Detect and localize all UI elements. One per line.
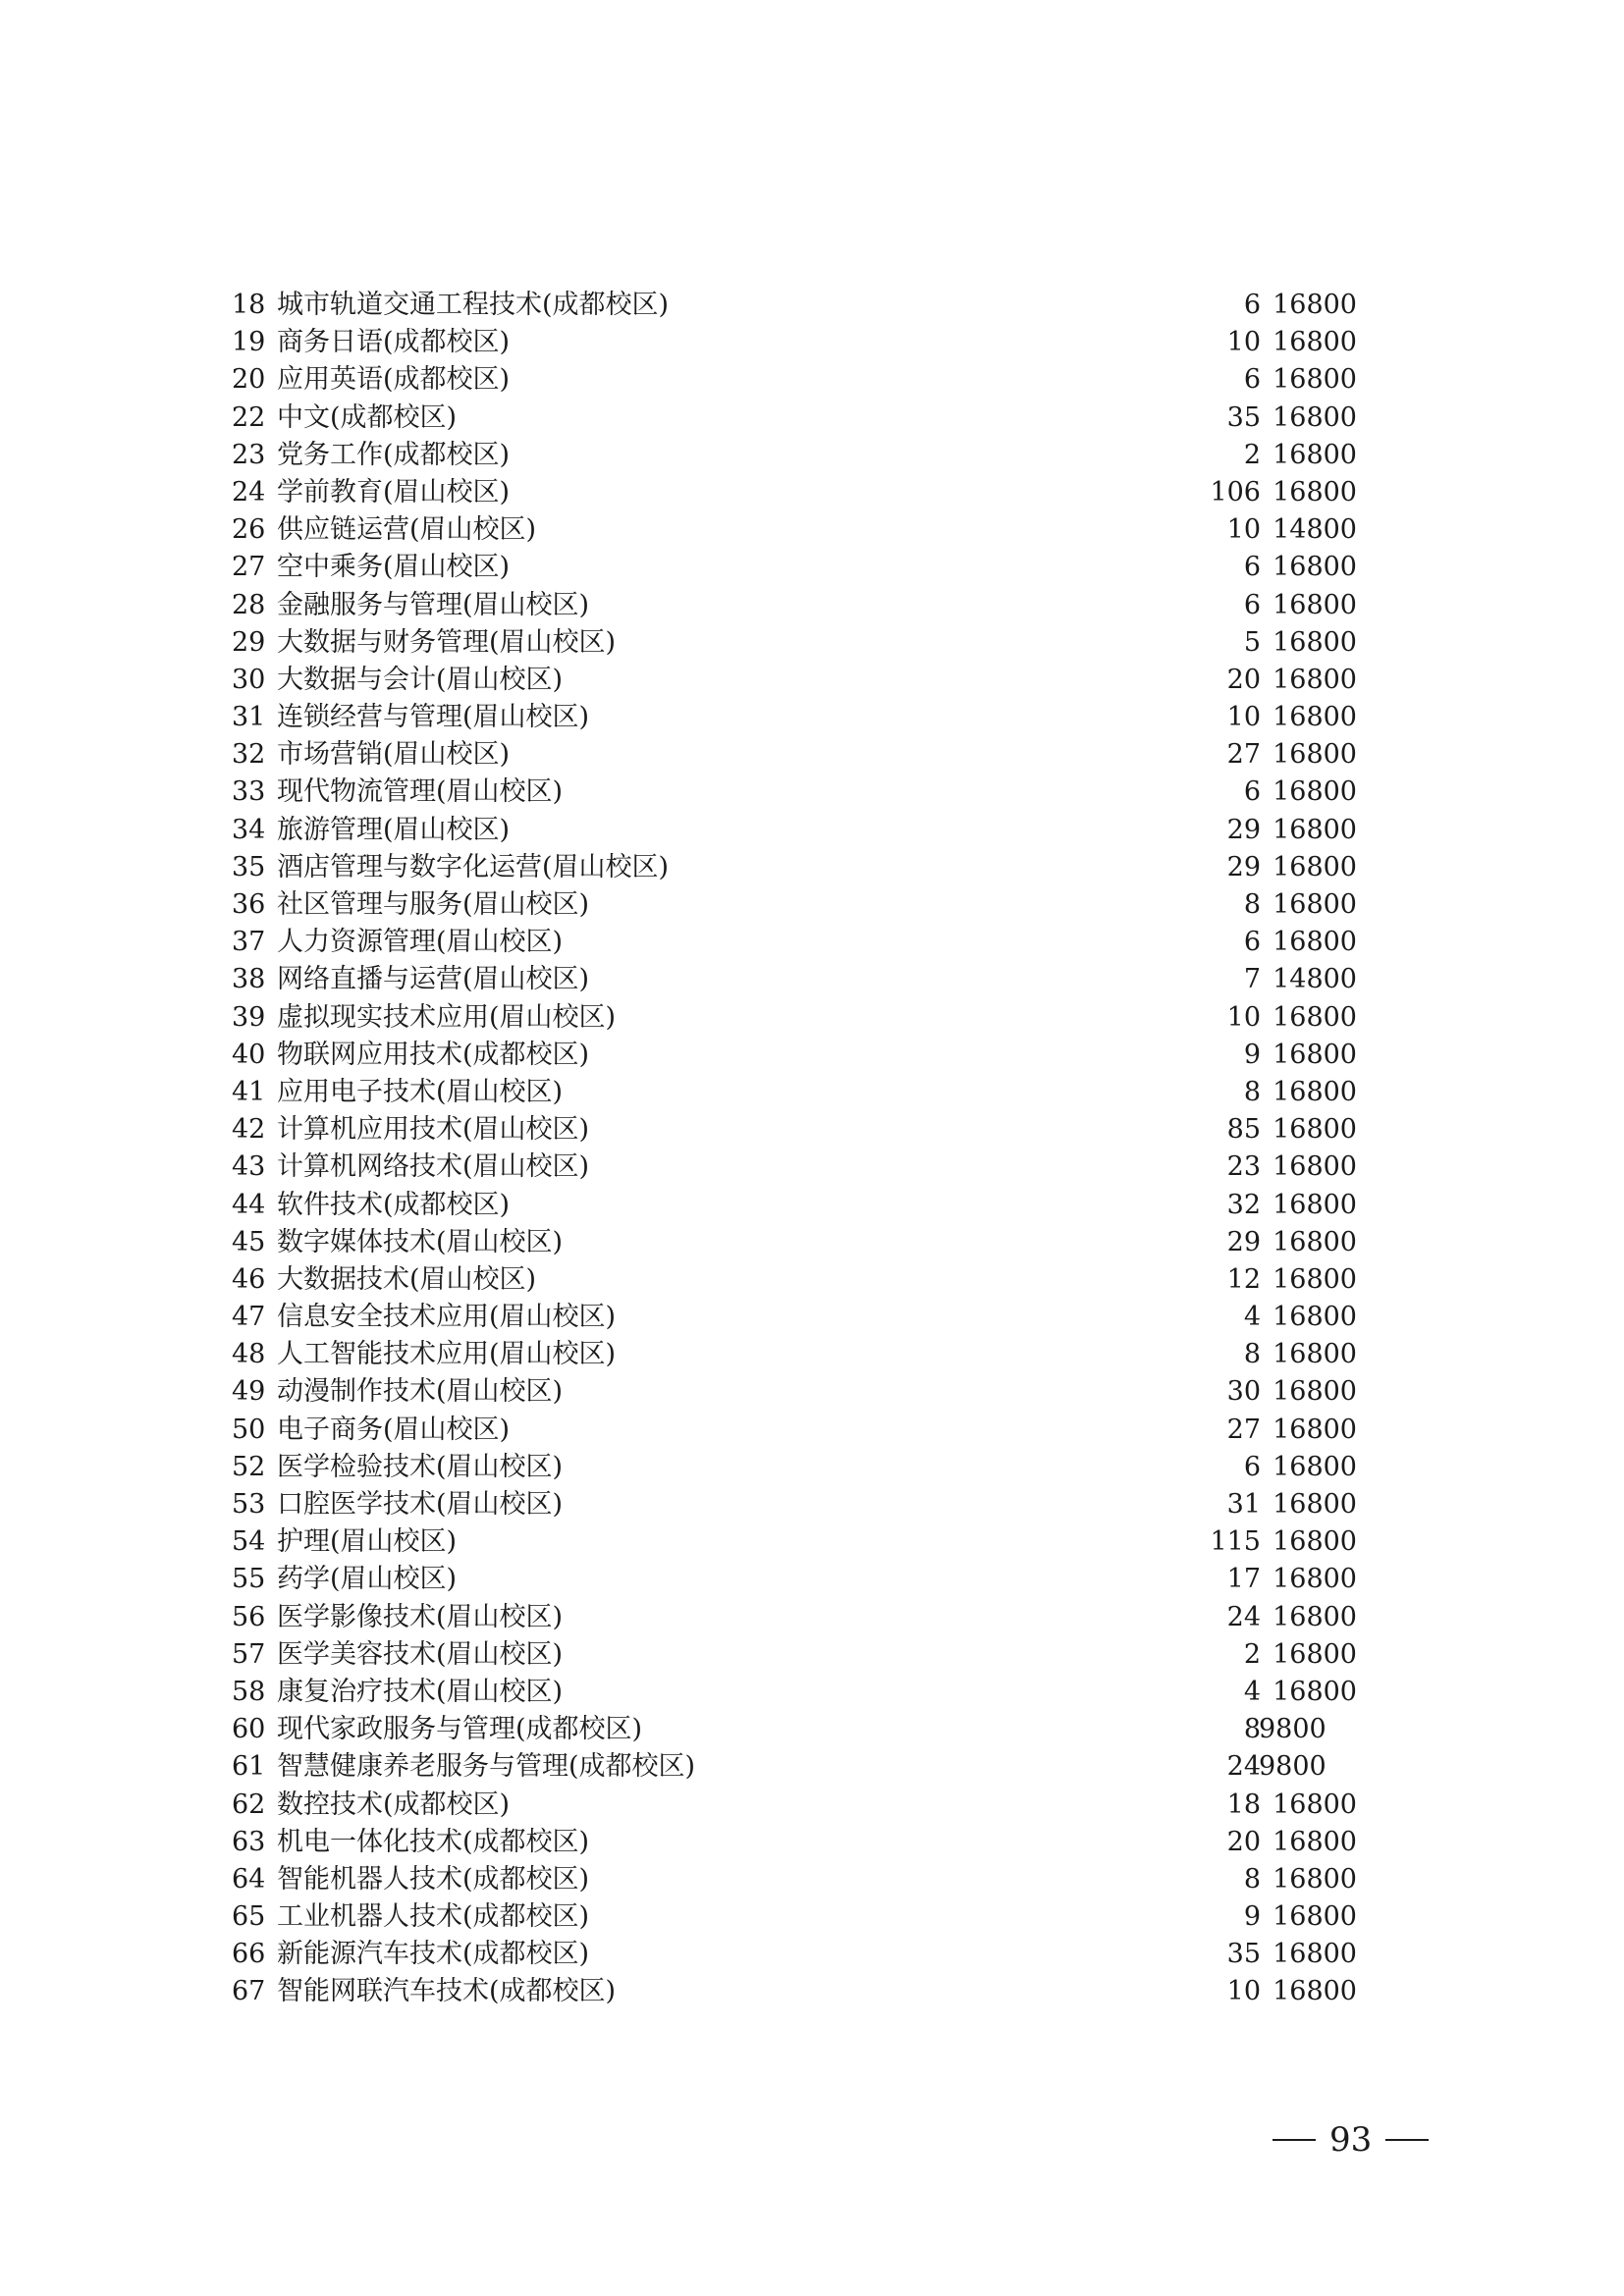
row-tuition: 16800 xyxy=(1272,1526,1357,1558)
row-program-name: 物联网应用技术(成都校区) xyxy=(277,1039,590,1070)
row-number: 29 xyxy=(232,626,266,658)
row-program-name: 护理(眉山校区) xyxy=(277,1526,458,1558)
row-number: 38 xyxy=(232,964,266,995)
row-number: 62 xyxy=(232,1789,266,1820)
row-number: 49 xyxy=(232,1376,266,1408)
row-number: 56 xyxy=(232,1601,266,1632)
row-tuition: 16800 xyxy=(1272,1601,1357,1632)
row-count: 2 xyxy=(1243,1638,1261,1670)
table-row xyxy=(232,287,1357,324)
row-tuition: 16800 xyxy=(1272,702,1357,733)
row-tuition: 16800 xyxy=(1272,1976,1357,2007)
row-count: 6 xyxy=(1243,552,1261,583)
row-number: 53 xyxy=(232,1489,266,1520)
row-number: 33 xyxy=(232,776,266,808)
row-count: 10 xyxy=(1226,327,1261,358)
row-tuition: 16800 xyxy=(1272,1339,1357,1370)
table-row xyxy=(232,361,1357,399)
row-program-name: 大数据与财务管理(眉山校区) xyxy=(277,626,617,658)
row-tuition: 16800 xyxy=(1272,814,1357,845)
row-program-name: 党务工作(成都校区) xyxy=(277,439,511,470)
row-program-name: 中文(成都校区) xyxy=(277,401,458,433)
row-number: 67 xyxy=(232,1976,266,2007)
table-row xyxy=(232,624,1357,662)
row-count: 106 xyxy=(1210,476,1261,507)
row-number: 65 xyxy=(232,1901,266,1933)
row-count: 8 xyxy=(1243,1863,1261,1895)
row-tuition: 16800 xyxy=(1272,1263,1357,1295)
row-count: 10 xyxy=(1226,1001,1261,1033)
table-row xyxy=(232,1486,1357,1523)
row-count: 6 xyxy=(1243,927,1261,958)
page-footer xyxy=(1272,2120,1429,2160)
row-program-name: 虚拟现实技术应用(眉山校区) xyxy=(277,1001,617,1033)
row-number: 36 xyxy=(232,889,266,920)
row-count: 6 xyxy=(1243,364,1261,396)
row-number: 46 xyxy=(232,1263,266,1295)
row-program-name: 学前教育(眉山校区) xyxy=(277,476,511,507)
row-count: 5 xyxy=(1243,626,1261,658)
row-count: 20 xyxy=(1226,1826,1261,1857)
row-program-name: 人力资源管理(眉山校区) xyxy=(277,927,564,958)
row-count: 4 xyxy=(1243,1676,1261,1707)
row-tuition: 16800 xyxy=(1272,401,1357,433)
row-count: 7 xyxy=(1243,964,1261,995)
table-row xyxy=(232,1936,1357,1973)
row-tuition: 16800 xyxy=(1272,1189,1357,1220)
row-program-name: 金融服务与管理(眉山校区) xyxy=(277,589,590,620)
row-program-name: 医学影像技术(眉山校区) xyxy=(277,1601,564,1632)
row-program-name: 大数据技术(眉山校区) xyxy=(277,1263,537,1295)
table-row xyxy=(232,662,1357,699)
row-count: 9 xyxy=(1243,1039,1261,1070)
row-program-name: 供应链运营(眉山校区) xyxy=(277,514,537,546)
program-table xyxy=(232,287,1357,2011)
row-count: 10 xyxy=(1226,514,1261,546)
row-tuition: 16800 xyxy=(1272,739,1357,771)
row-program-name: 动漫制作技术(眉山校区) xyxy=(277,1376,564,1408)
row-program-name: 数字媒体技术(眉山校区) xyxy=(277,1226,564,1257)
row-program-name: 市场营销(眉山校区) xyxy=(277,739,511,771)
row-tuition: 9800 xyxy=(1259,1714,1326,1745)
row-count: 27 xyxy=(1226,739,1261,771)
row-program-name: 软件技术(成都校区) xyxy=(277,1189,511,1220)
row-program-name: 工业机器人技术(成都校区) xyxy=(277,1901,590,1933)
row-tuition: 16800 xyxy=(1272,1638,1357,1670)
row-tuition: 16800 xyxy=(1272,1151,1357,1183)
row-number: 41 xyxy=(232,1076,266,1107)
row-number: 58 xyxy=(232,1676,266,1707)
row-count: 8 xyxy=(1243,1076,1261,1107)
table-row xyxy=(232,924,1357,961)
table-row xyxy=(232,437,1357,474)
row-number: 24 xyxy=(232,476,266,507)
row-number: 57 xyxy=(232,1638,266,1670)
row-program-name: 电子商务(眉山校区) xyxy=(277,1414,511,1445)
row-count: 8 xyxy=(1243,889,1261,920)
row-number: 32 xyxy=(232,739,266,771)
row-tuition: 16800 xyxy=(1272,1901,1357,1933)
row-tuition: 16800 xyxy=(1272,1376,1357,1408)
table-row xyxy=(232,1599,1357,1636)
table-row xyxy=(232,1187,1357,1224)
row-tuition: 16800 xyxy=(1272,1863,1357,1895)
row-tuition: 16800 xyxy=(1272,664,1357,695)
table-row xyxy=(232,1898,1357,1936)
row-number: 34 xyxy=(232,814,266,845)
row-tuition: 9800 xyxy=(1259,1751,1326,1783)
table-row xyxy=(232,736,1357,774)
row-tuition: 16800 xyxy=(1272,439,1357,470)
row-tuition: 16800 xyxy=(1272,1114,1357,1146)
row-program-name: 应用英语(成都校区) xyxy=(277,364,511,396)
row-count: 29 xyxy=(1226,814,1261,845)
row-count: 24 xyxy=(1226,1601,1261,1632)
table-row xyxy=(232,1373,1357,1411)
table-row xyxy=(232,1787,1357,1824)
table-row xyxy=(232,1748,1341,1786)
row-tuition: 16800 xyxy=(1272,776,1357,808)
row-number: 18 xyxy=(232,290,266,320)
row-tuition: 14800 xyxy=(1272,964,1357,995)
row-count: 10 xyxy=(1226,1976,1261,2007)
row-number: 39 xyxy=(232,1001,266,1033)
row-count: 115 xyxy=(1210,1526,1261,1558)
row-number: 26 xyxy=(232,514,266,546)
table-row xyxy=(232,1824,1357,1861)
row-tuition: 14800 xyxy=(1272,514,1357,546)
table-row xyxy=(232,1561,1357,1598)
row-count: 29 xyxy=(1226,851,1261,882)
row-count: 35 xyxy=(1226,1939,1261,1970)
row-count: 20 xyxy=(1226,664,1261,695)
row-count: 31 xyxy=(1226,1489,1261,1520)
table-row xyxy=(232,1336,1357,1373)
row-number: 37 xyxy=(232,927,266,958)
row-program-name: 智能网联汽车技术(成都校区) xyxy=(277,1976,617,2007)
row-program-name: 人工智能技术应用(眉山校区) xyxy=(277,1339,617,1370)
table-row xyxy=(232,1861,1357,1898)
row-count: 6 xyxy=(1243,776,1261,808)
row-tuition: 16800 xyxy=(1272,290,1357,320)
row-tuition: 16800 xyxy=(1272,1789,1357,1820)
row-tuition: 16800 xyxy=(1272,927,1357,958)
row-program-name: 酒店管理与数字化运营(眉山校区) xyxy=(277,851,670,882)
row-program-name: 现代物流管理(眉山校区) xyxy=(277,776,564,808)
row-tuition: 16800 xyxy=(1272,1564,1357,1595)
table-row xyxy=(232,511,1357,549)
table-row xyxy=(232,1224,1357,1261)
table-row xyxy=(232,1412,1357,1449)
table-row xyxy=(232,324,1357,361)
row-program-name: 新能源汽车技术(成都校区) xyxy=(277,1939,590,1970)
row-count: 17 xyxy=(1226,1564,1261,1595)
row-program-name: 药学(眉山校区) xyxy=(277,1564,458,1595)
row-number: 31 xyxy=(232,702,266,733)
row-tuition: 16800 xyxy=(1272,626,1357,658)
row-count: 6 xyxy=(1243,1451,1261,1482)
table-row xyxy=(232,849,1357,886)
row-number: 19 xyxy=(232,327,266,358)
table-row xyxy=(232,774,1357,811)
row-program-name: 智能机器人技术(成都校区) xyxy=(277,1863,590,1895)
row-tuition: 16800 xyxy=(1272,1076,1357,1107)
row-number: 40 xyxy=(232,1039,266,1070)
table-row xyxy=(232,1711,1341,1748)
table-row xyxy=(232,549,1357,586)
row-program-name: 康复治疗技术(眉山校区) xyxy=(277,1676,564,1707)
row-program-name: 智慧健康养老服务与管理(成都校区) xyxy=(277,1751,696,1783)
row-program-name: 计算机网络技术(眉山校区) xyxy=(277,1151,590,1183)
table-row xyxy=(232,1074,1357,1111)
row-program-name: 数控技术(成都校区) xyxy=(277,1789,511,1820)
row-tuition: 16800 xyxy=(1272,589,1357,620)
row-number: 27 xyxy=(232,552,266,583)
row-count: 10 xyxy=(1226,702,1261,733)
row-tuition: 16800 xyxy=(1272,1489,1357,1520)
row-program-name: 计算机应用技术(眉山校区) xyxy=(277,1114,590,1146)
row-number: 54 xyxy=(232,1526,266,1558)
row-count: 6 xyxy=(1243,290,1261,320)
row-tuition: 16800 xyxy=(1272,889,1357,920)
row-number: 35 xyxy=(232,851,266,882)
row-program-name: 大数据与会计(眉山校区) xyxy=(277,664,564,695)
row-count: 8 xyxy=(1243,1339,1261,1370)
left-dash xyxy=(1272,2139,1316,2141)
row-program-name: 信息安全技术应用(眉山校区) xyxy=(277,1302,617,1333)
row-number: 22 xyxy=(232,401,266,433)
table-row xyxy=(232,812,1357,849)
table-row xyxy=(232,999,1357,1037)
row-number: 63 xyxy=(232,1826,266,1857)
row-count: 9 xyxy=(1243,1901,1261,1933)
table-row xyxy=(232,1037,1357,1074)
table-row xyxy=(232,1523,1357,1561)
row-program-name: 连锁经营与管理(眉山校区) xyxy=(277,702,590,733)
table-row xyxy=(232,961,1357,998)
row-tuition: 16800 xyxy=(1272,552,1357,583)
table-row xyxy=(232,1148,1357,1186)
row-count: 30 xyxy=(1226,1376,1261,1408)
row-number: 60 xyxy=(232,1714,266,1745)
table-row xyxy=(232,699,1357,736)
row-program-name: 机电一体化技术(成都校区) xyxy=(277,1826,590,1857)
table-row xyxy=(232,1973,1357,2010)
row-program-name: 城市轨道交通工程技术(成都校区) xyxy=(277,290,670,320)
row-count: 24 xyxy=(1226,1751,1261,1783)
row-number: 64 xyxy=(232,1863,266,1895)
row-count: 23 xyxy=(1226,1151,1261,1183)
row-tuition: 16800 xyxy=(1272,1826,1357,1857)
row-tuition: 16800 xyxy=(1272,1939,1357,1970)
row-program-name: 社区管理与服务(眉山校区) xyxy=(277,889,590,920)
row-number: 50 xyxy=(232,1414,266,1445)
row-tuition: 16800 xyxy=(1272,327,1357,358)
right-dash xyxy=(1385,2139,1429,2141)
table-row xyxy=(232,1449,1357,1486)
row-number: 30 xyxy=(232,664,266,695)
row-number: 45 xyxy=(232,1226,266,1257)
table-row xyxy=(232,886,1357,924)
row-count: 2 xyxy=(1243,439,1261,470)
table-row xyxy=(232,1299,1357,1336)
row-tuition: 16800 xyxy=(1272,1226,1357,1257)
table-row xyxy=(232,587,1357,624)
row-number: 47 xyxy=(232,1302,266,1333)
row-count: 27 xyxy=(1226,1414,1261,1445)
row-program-name: 旅游管理(眉山校区) xyxy=(277,814,511,845)
table-row xyxy=(232,1111,1357,1148)
row-count: 32 xyxy=(1226,1189,1261,1220)
row-count: 6 xyxy=(1243,589,1261,620)
page-number: 93 xyxy=(1329,2120,1373,2160)
row-number: 42 xyxy=(232,1114,266,1146)
row-number: 28 xyxy=(232,589,266,620)
row-program-name: 应用电子技术(眉山校区) xyxy=(277,1076,564,1107)
table-row xyxy=(232,1261,1357,1299)
row-program-name: 商务日语(成都校区) xyxy=(277,327,511,358)
row-tuition: 16800 xyxy=(1272,1451,1357,1482)
row-program-name: 医学检验技术(眉山校区) xyxy=(277,1451,564,1482)
row-tuition: 16800 xyxy=(1272,364,1357,396)
row-number: 48 xyxy=(232,1339,266,1370)
row-count: 4 xyxy=(1243,1302,1261,1333)
row-number: 55 xyxy=(232,1564,266,1595)
table-row xyxy=(232,474,1357,511)
row-program-name: 医学美容技术(眉山校区) xyxy=(277,1638,564,1670)
row-count: 18 xyxy=(1226,1789,1261,1820)
table-row xyxy=(232,1674,1357,1711)
row-tuition: 16800 xyxy=(1272,1302,1357,1333)
row-tuition: 16800 xyxy=(1272,1001,1357,1033)
row-count: 85 xyxy=(1226,1114,1261,1146)
row-tuition: 16800 xyxy=(1272,476,1357,507)
row-program-name: 现代家政服务与管理(成都校区) xyxy=(277,1714,643,1745)
row-tuition: 16800 xyxy=(1272,1414,1357,1445)
row-count: 29 xyxy=(1226,1226,1261,1257)
row-tuition: 16800 xyxy=(1272,1676,1357,1707)
row-number: 44 xyxy=(232,1189,266,1220)
row-number: 52 xyxy=(232,1451,266,1482)
row-number: 20 xyxy=(232,364,266,396)
row-count: 12 xyxy=(1226,1263,1261,1295)
table-row xyxy=(232,1636,1357,1674)
row-number: 23 xyxy=(232,439,266,470)
row-number: 66 xyxy=(232,1939,266,1970)
row-count: 8 xyxy=(1243,1714,1261,1745)
table-row xyxy=(232,400,1357,437)
row-count: 35 xyxy=(1226,401,1261,433)
row-program-name: 网络直播与运营(眉山校区) xyxy=(277,964,590,995)
row-program-name: 空中乘务(眉山校区) xyxy=(277,552,511,583)
row-number: 43 xyxy=(232,1151,266,1183)
row-number: 61 xyxy=(232,1751,266,1783)
row-program-name: 口腔医学技术(眉山校区) xyxy=(277,1489,564,1520)
row-tuition: 16800 xyxy=(1272,851,1357,882)
row-tuition: 16800 xyxy=(1272,1039,1357,1070)
